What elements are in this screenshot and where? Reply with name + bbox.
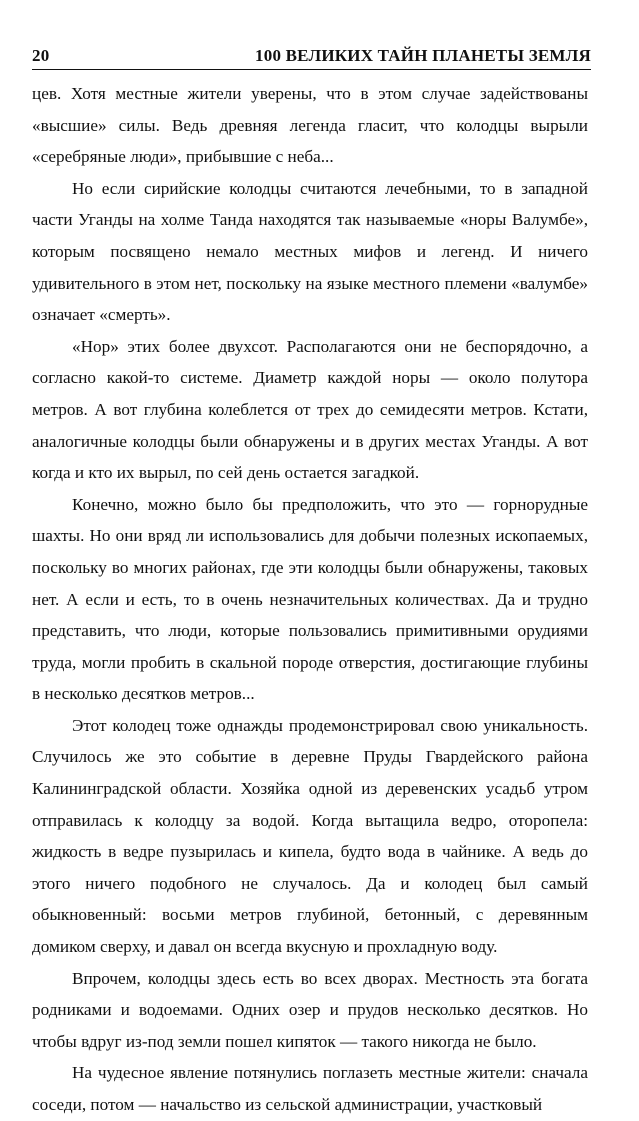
body-text [32, 78, 588, 1121]
paragraph: Но если сирийские колодцы считаются лечебными, то в западной части Уганды на холме Танда находятся так называемые «норы Валумбе», которым посвящено немало местных мифов и легенд. И ничего удивительного в этом нет, поскольку на языке местного племени «валумбе» означает «смерть». [32, 178, 588, 325]
page-number: 20 [32, 46, 50, 65]
header-rule [32, 69, 591, 70]
paragraph-continued: цев. Хотя местные жители уверены, что в этом случае задействованы «высшие» силы. Ведь древняя легенда гласит, что колодцы вырыли «серебряные люди», прибывшие с неба... [32, 84, 588, 167]
paragraph: Этот колодец тоже однажды продемонстрировал свою уникальность. Случилось же это событие в деревне Пруды Гвардейского района Калининградской области. Хозяйка одной из деревенских усадьб утром отправилась к колодцу за водой. Когда вытащила ведро, оторопела: жидкость в ведре пузырилась и кипела, будто вода в чайнике. А ведь до этого ничего подобного не случалось. Да и колодец был самый обыкновенный: восьми метров глубиной, бетонный, с деревянным домиком сверху, и давал он всегда вкусную и прохладную воду. [32, 715, 588, 957]
paragraph: Впрочем, колодцы здесь есть во всех дворах. Местность эта богата родниками и водоемами. Одних озер и прудов несколько десятков. Но чтобы вдруг из-под земли пошел кипяток — такого никогда не было. [32, 968, 588, 1051]
paragraph: Конечно, можно было бы предположить, что это — горнорудные шахты. Но они вряд ли использовались для добычи полезных ископаемых, поскольку во многих районах, где эти колодцы были обнаружены, таковых нет. А если и есть, то в очень незначительных количествах. Да и трудно представить, что люди, которые пользовались примитивными орудиями труда, могли пробить в скальной породе отверстия, достигающие глубины в несколько десятков метров... [32, 494, 588, 704]
running-head [32, 44, 591, 66]
running-title: 100 ВЕЛИКИХ ТАЙН ПЛАНЕТЫ ЗЕМЛЯ [255, 46, 591, 65]
paragraph: «Нор» этих более двухсот. Располагаются они не беспорядочно, а согласно какой-то системе. Диаметр каждой норы — около полутора метров. А вот глубина колеблется от трех до семидесяти метров. Кстати, аналогичные колодцы были обнаружены и в других местах Уганды. А вот когда и кто их вырыл, по сей день остается загадкой. [32, 336, 588, 483]
paragraph: На чудесное явление потянулись поглазеть местные жители: сначала соседи, потом — начальство из сельской администрации, участковый [32, 1063, 588, 1114]
